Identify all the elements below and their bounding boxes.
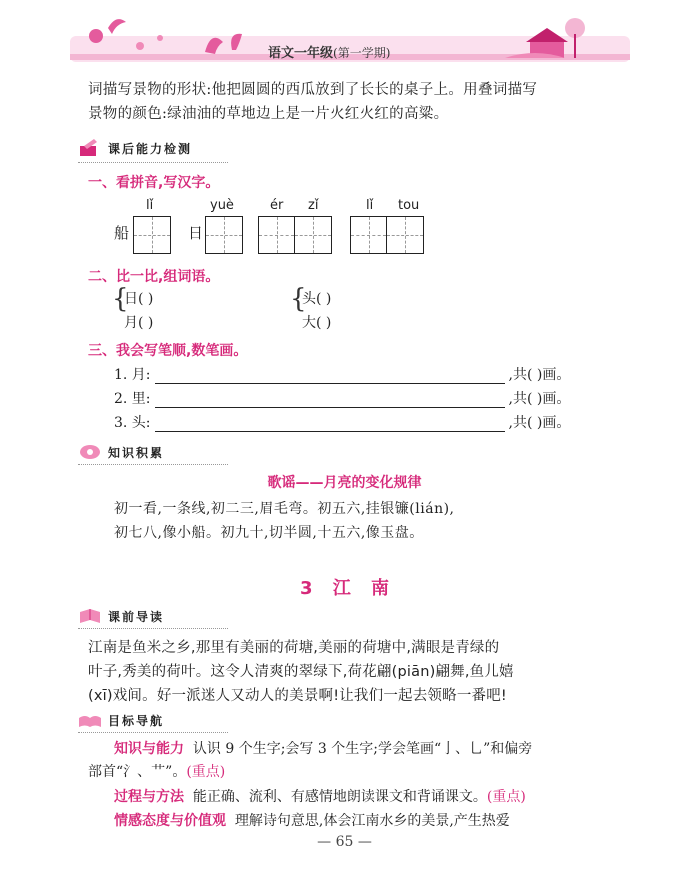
lightbulb-icon <box>78 442 102 462</box>
preview-line-3: (xī)戏间。好一派迷人又动人的美景啊!让我们一起去领略一番吧! <box>88 688 507 704</box>
stroke-row-1-label: 1. 月: <box>114 367 151 383</box>
stroke-row-3-label: 3. 头: <box>114 415 151 431</box>
goal-knowledge-key: 知识与能力 <box>114 741 184 757</box>
stroke-row-3[interactable] <box>114 412 570 432</box>
pair-2-top: 头( ) <box>302 291 332 307</box>
divider <box>78 628 228 630</box>
pinyin-3b: zǐ <box>308 198 319 213</box>
divider <box>78 732 228 734</box>
writing-grid-1[interactable] <box>133 216 171 254</box>
song-line-1: 初一看,一条线,初二三,眉毛弯。初五六,挂银镰(lián), <box>114 501 455 517</box>
prefix-char-2: 日 <box>188 224 204 242</box>
book-term: (第一学期) <box>333 46 391 60</box>
book-icon <box>78 606 102 626</box>
open-book-icon <box>78 710 102 730</box>
section-goals-label: 目标导航 <box>108 713 165 728</box>
pair-2-bottom: 大( ) <box>302 315 332 331</box>
page-header <box>0 0 689 72</box>
writing-grid-2[interactable] <box>205 216 243 254</box>
section-knowledge <box>78 442 164 462</box>
brace-left-2: { <box>290 284 307 314</box>
divider <box>78 464 228 466</box>
flower-icon <box>89 29 103 43</box>
section-knowledge-label: 知识积累 <box>108 445 165 460</box>
goal-knowledge-text-2: 部首“氵、艹”。 <box>88 764 187 780</box>
pair-1-top: 日( ) <box>124 291 154 307</box>
stroke-row-3-suffix: ,共( )画。 <box>508 415 571 431</box>
intro-line-1: 词描写景物的形状:他把圆圆的西瓜放到了长长的桌子上。用叠词描写 <box>88 82 538 98</box>
song-title: 歌谣——月亮的变化规律 <box>267 475 422 491</box>
header-decoration <box>0 0 689 72</box>
writing-grid-4[interactable] <box>350 216 424 254</box>
brace-left-1: { <box>112 284 129 314</box>
stroke-row-1-suffix: ,共( )画。 <box>508 367 571 383</box>
pinyin-3a: ér <box>270 198 284 213</box>
goal-knowledge-emphasis: (重点) <box>186 764 226 780</box>
pinyin-4b: tou <box>398 198 420 213</box>
q1-title: 一、看拼音,写汉字。 <box>88 175 220 191</box>
pair-1-bottom: 月( ) <box>124 315 154 331</box>
section-preview <box>78 606 164 626</box>
stroke-row-2-suffix: ,共( )画。 <box>508 391 571 407</box>
stroke-row-2-label: 2. 里: <box>114 391 151 407</box>
goal-process-text: 能正确、流利、有感情地朗读课文和背诵课文。 <box>192 789 487 805</box>
page-number: — 65 — <box>317 834 372 850</box>
header-title <box>268 42 390 61</box>
stroke-row-2[interactable] <box>114 388 570 408</box>
goal-knowledge <box>114 738 614 761</box>
goal-knowledge-text: 认识 9 个生字;会写 3 个生字;学会笔画“亅、乚”和偏旁 <box>192 741 533 757</box>
section-goals <box>78 710 164 730</box>
goal-process <box>114 786 614 809</box>
intro-line-2: 景物的颜色:绿油油的草地边上是一片火红火红的高粱。 <box>88 106 449 122</box>
divider <box>78 162 228 164</box>
pencil-book-icon <box>78 138 102 158</box>
goal-process-emphasis: (重点) <box>486 789 526 805</box>
goal-process-key: 过程与方法 <box>114 789 184 805</box>
q3-title: 三、我会写笔顺,数笔画。 <box>88 343 248 359</box>
goal-knowledge-cont <box>88 761 588 784</box>
q2-title: 二、比一比,组词语。 <box>88 269 220 285</box>
pinyin-2: yuè <box>210 198 234 213</box>
lesson-title: 3 江 南 <box>299 578 390 599</box>
prefix-char-1: 船 <box>114 224 130 242</box>
goal-attitude-key: 情感态度与价值观 <box>114 813 226 829</box>
book-title: 语文一年级 <box>268 46 334 61</box>
writing-grid-3[interactable] <box>258 216 332 254</box>
section-preview-label: 课前导读 <box>108 609 165 624</box>
song-line-2: 初七八,像小船。初九十,切半圆,十五六,像玉盘。 <box>114 525 424 541</box>
pinyin-4a: lǐ <box>366 198 374 213</box>
section-after-class <box>78 138 192 158</box>
goal-attitude-text: 理解诗句意思,体会江南水乡的美景,产生热爱 <box>234 813 510 829</box>
section-after-label: 课后能力检测 <box>108 141 193 156</box>
stroke-row-1[interactable] <box>114 364 570 384</box>
pinyin-1: lǐ <box>146 198 154 213</box>
preview-line-1: 江南是鱼米之乡,那里有美丽的荷塘,美丽的荷塘中,满眼是青绿的 <box>88 640 500 656</box>
goal-attitude <box>114 810 614 833</box>
preview-line-2: 叶子,秀美的荷叶。这令人清爽的翠绿下,荷花翩(piān)翩舞,鱼儿嬉 <box>88 664 514 680</box>
